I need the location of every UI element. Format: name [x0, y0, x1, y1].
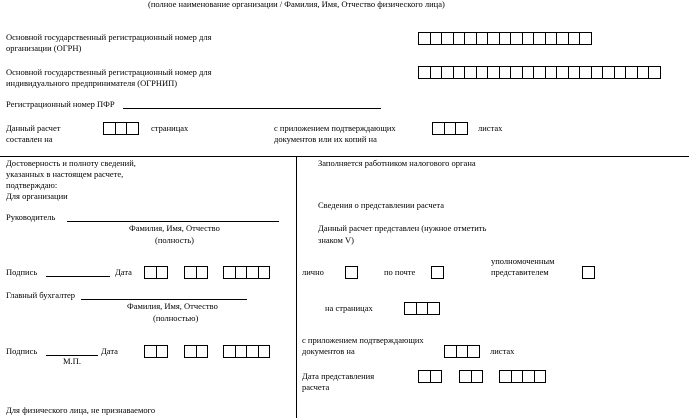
- representative-line2: представителем: [491, 267, 549, 277]
- submitted-line2: знаком V): [318, 235, 354, 245]
- submitted-pages-input[interactable]: [404, 302, 440, 315]
- accountant-label: Главный бухгалтер: [6, 290, 76, 300]
- attach-line1: с приложением подтверждающих: [302, 335, 424, 345]
- head-date-month[interactable]: [184, 266, 208, 279]
- accountant-date-day[interactable]: [144, 345, 168, 358]
- calc-sheets-label: листах: [478, 123, 503, 133]
- confirm-line2: указанных в настоящем расчете,: [6, 169, 124, 179]
- ogrn-label-line2: организации (ОГРН): [6, 43, 82, 53]
- section-divider: [0, 156, 689, 157]
- calc-attach-line2: документов или их копий на: [274, 134, 377, 144]
- confirm-line1: Достоверность и полноту сведений,: [6, 158, 136, 168]
- head-date-year[interactable]: [223, 266, 270, 279]
- sign-label: Подпись: [6, 267, 38, 277]
- in-person-checkbox[interactable]: [345, 266, 358, 279]
- in-person-label: лично: [302, 267, 324, 277]
- calc-label-line1: Данный расчет: [6, 123, 61, 133]
- by-mail-checkbox[interactable]: [431, 266, 444, 279]
- date-label: Дата: [115, 267, 132, 277]
- confirm-line3: подтверждаю:: [6, 180, 58, 190]
- sign2-label: Подпись: [6, 346, 38, 356]
- attach-line2: документов на: [302, 346, 355, 356]
- head-caption-line1: Фамилия, Имя, Отчество: [129, 223, 220, 233]
- representative-checkbox[interactable]: [582, 266, 595, 279]
- submission-date-line1: Дата представления: [302, 371, 375, 381]
- sheets-label: листах: [490, 346, 515, 356]
- attached-sheets-input[interactable]: [444, 345, 480, 358]
- calc-pages-input[interactable]: [103, 122, 139, 135]
- submission-date-day[interactable]: [418, 370, 442, 383]
- for-org-label: Для организации: [6, 191, 68, 201]
- accountant-date-month[interactable]: [184, 345, 208, 358]
- acc-caption-line1: Фамилия, Имя, Отчество: [127, 301, 218, 311]
- calc-label-line2: составлен на: [6, 134, 53, 144]
- accountant-date-year[interactable]: [223, 345, 270, 358]
- by-mail-label: по почте: [384, 267, 416, 277]
- submission-date-month[interactable]: [459, 370, 483, 383]
- pfr-input-line[interactable]: [123, 108, 381, 109]
- org-name-caption: (полное наименование организации / Фамилия, Имя, Отчество физического лица): [148, 0, 445, 9]
- head-date-day[interactable]: [144, 266, 168, 279]
- head-name-input-line[interactable]: [67, 221, 279, 222]
- calc-sheets-input[interactable]: [432, 122, 468, 135]
- stamp-label: М.П.: [63, 356, 81, 366]
- date2-label: Дата: [101, 346, 118, 356]
- calc-attach-line1: с приложением подтверждающих: [274, 123, 396, 133]
- head-label: Руководитель: [6, 212, 56, 222]
- submission-date-year[interactable]: [499, 370, 546, 383]
- ogrn-label-line1: Основной государственный регистрационный номер для: [6, 32, 212, 42]
- pfr-label: Регистрационный номер ПФР: [6, 99, 115, 109]
- submission-date-line2: расчета: [302, 382, 330, 392]
- ogrnip-input[interactable]: [418, 66, 661, 79]
- calc-pages-label: страницах: [151, 123, 189, 133]
- submitted-line1: Данный расчет представлен (нужное отметить: [318, 223, 487, 233]
- accountant-name-input-line[interactable]: [81, 299, 247, 300]
- individual-label: Для физического лица, не признаваемого: [6, 405, 156, 415]
- representative-line1: уполномоченным: [491, 256, 555, 266]
- acc-caption-line2: (полностью): [153, 313, 199, 323]
- on-pages-label: на страницах: [325, 303, 373, 313]
- head-signature-line[interactable]: [46, 276, 110, 277]
- ogrnip-label-line1: Основной государственный регистрационный номер для: [6, 67, 212, 77]
- column-divider: [296, 156, 297, 418]
- submission-info-title: Сведения о представлении расчета: [318, 200, 444, 210]
- tax-officer-title: Заполняется работником налогового органа: [318, 158, 476, 168]
- ogrnip-label-line2: индивидуального предпринимателя (ОГРНИП): [6, 78, 178, 88]
- ogrn-input[interactable]: [418, 32, 592, 45]
- head-caption-line2: (полность): [155, 235, 194, 245]
